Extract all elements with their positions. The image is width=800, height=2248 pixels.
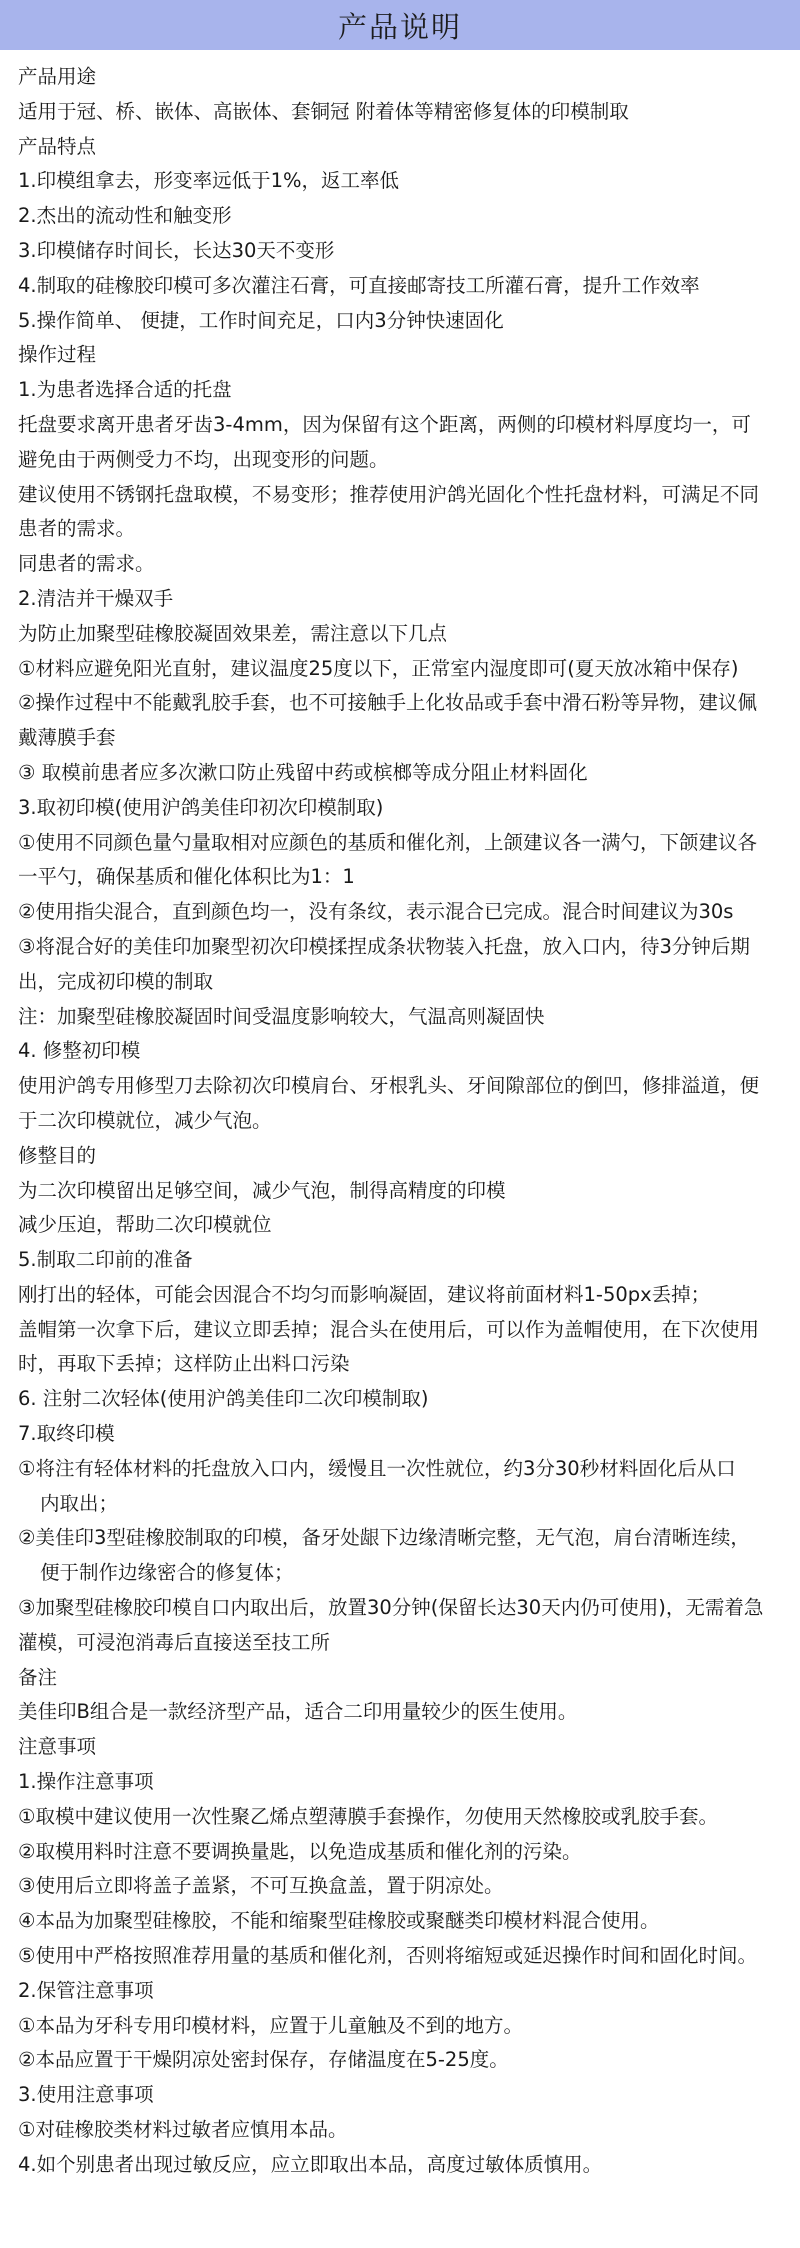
text-line: 产品用途 (18, 65, 97, 88)
text-line: 适用于冠、桥、嵌体、高嵌体、套铜冠 附着体等精密修复体的印模制取 (18, 99, 629, 123)
text-line: 4.制取的硅橡胶印模可多次灌注石膏，可直接邮寄技工所灌石膏，提升工作效率 (18, 273, 700, 297)
text-line: ③使用后立即将盖子盖紧，不可互换盒盖，置于阴凉处。 (18, 1874, 504, 1898)
text-line: 同患者的需求。 (18, 552, 155, 576)
header-banner (0, 0, 800, 50)
text-line: 盖帽第一次拿下后，建议立即丢掉；混合头在使用后，可以作为盖帽使用，在下次使用 (18, 1317, 760, 1341)
text-line: ②美佳印3型硅橡胶制取的印模，备牙处龈下边缘清晰完整，无气泡，肩台清晰连续， (18, 1526, 750, 1550)
text-line: 3.取初印模(使用沪鸽美佳印初次印模制取) (18, 795, 384, 819)
text-line: 4.如个别患者出现过敏反应，应立即取出本品，高度过敏体质慎用。 (18, 2152, 603, 2176)
text-line: ②本品应置于干燥阴凉处密封保存，存储温度在5-25度。 (18, 2048, 509, 2072)
text-line: 便于制作边缘密合的修复体； (40, 1561, 294, 1585)
text-line: 灌模，可浸泡消毒后直接送至技工所 (18, 1630, 331, 1654)
text-line: 出，完成初印模的制取 (18, 969, 214, 993)
text-line: 5.制取二印前的准备 (18, 1248, 193, 1272)
text-line: 建议使用不锈钢托盘取模，不易变形；推荐使用沪鸽光固化个性托盘材料，可满足不同 (18, 482, 760, 506)
text-line: 美佳印B组合是一款经济型产品，适合二印用量较少的医生使用。 (18, 1700, 578, 1724)
text-line: ①使用不同颜色量勺量取相对应颜色的基质和催化剂，上颌建议各一满勺，下颌建议各 (18, 830, 757, 854)
text-line: 6. 注射二次轻体(使用沪鸽美佳印二次印模制取) (18, 1387, 429, 1411)
text-line: 2.杰出的流动性和触变形 (18, 204, 232, 228)
text-line: 时，再取下丢掉；这样防止出料口污染 (18, 1352, 350, 1376)
text-line: 患者的需求。 (18, 517, 136, 541)
text-line: 于二次印模就位，减少气泡。 (18, 1108, 272, 1132)
document-body (0, 50, 800, 2183)
text-line: ①本品为牙科专用印模材料，应置于儿童触及不到的地方。 (18, 2013, 523, 2037)
text-line: ②使用指尖混合，直到颜色均一，没有条纹，表示混合已完成。混合时间建议为30s (18, 900, 734, 924)
text-line: ①将注有轻体材料的托盘放入口内，缓慢且一次性就位，约3分30秒材料固化后从口 (18, 1456, 736, 1480)
text-line: 3.印模储存时间长，长达30天不变形 (18, 238, 335, 262)
text-line: ①取模中建议使用一次性聚乙烯点塑薄膜手套操作，勿使用天然橡胶或乳胶手套。 (18, 1804, 718, 1828)
text-line: ②操作过程中不能戴乳胶手套，也不可接触手上化妆品或手套中滑石粉等异物，建议佩 (18, 691, 757, 715)
text-line: ⑤使用中严格按照准荐用量的基质和催化剂，否则将缩短或延迟操作时间和固化时间。 (18, 1944, 757, 1968)
text-line: 备注 (18, 1665, 58, 1689)
text-line: 避免由于两侧受力不均，出现变形的问题。 (18, 447, 389, 471)
text-line: 修整目的 (18, 1143, 97, 1167)
text-line: 操作过程 (18, 343, 97, 367)
text-line: 戴薄膜手套 (18, 726, 116, 750)
text-line: 1.操作注意事项 (18, 1770, 154, 1794)
text-line: ③ 取模前患者应多次漱口防止残留中药或槟榔等成分阻止材料固化 (18, 760, 588, 784)
text-line: 减少压迫，帮助二次印模就位 (18, 1213, 272, 1237)
text-line: 产品特点 (18, 134, 97, 158)
text-line: 4. 修整初印模 (18, 1039, 141, 1063)
text-line: 3.使用注意事项 (18, 2083, 154, 2107)
text-line: 托盘要求离开患者牙齿3-4mm，因为保留有这个距离，两侧的印模材料厚度均一，可 (18, 412, 751, 436)
text-line: 2.清洁并干燥双手 (18, 586, 174, 610)
text-line: 注意事项 (18, 1735, 97, 1759)
page-title: 产品说明 (337, 9, 462, 44)
text-line: 刚打出的轻体，可能会因混合不均匀而影响凝固，建议将前面材料1-50px丢掉； (18, 1282, 711, 1306)
text-line: ①对硅橡胶类材料过敏者应慎用本品。 (18, 2118, 348, 2142)
text-line: 1.印模组拿去，形变率远低于1%，返工率低 (18, 169, 400, 193)
text-line: 1.为患者选择合适的托盘 (18, 378, 232, 402)
text-line: 内取出； (40, 1491, 119, 1515)
text-line: 2.保管注意事项 (18, 1978, 154, 2002)
text-line: 为二次印模留出足够空间，减少气泡，制得高精度的印模 (18, 1178, 506, 1202)
text-line: 注：加聚型硅橡胶凝固时间受温度影响较大，气温高则凝固快 (18, 1004, 545, 1028)
text-line: 为防止加聚型硅橡胶凝固效果差，需注意以下几点 (18, 621, 448, 645)
text-line: 使用沪鸽专用修型刀去除初次印模肩台、牙根乳头、牙间隙部位的倒凹，修排溢道，便 (18, 1074, 760, 1098)
text-line: ②取模用料时注意不要调换量匙，以免造成基质和催化剂的污染。 (18, 1839, 582, 1863)
text-line: ①材料应避免阳光直射，建议温度25度以下，正常室内湿度即可(夏天放冰箱中保存) (18, 656, 739, 680)
text-line: ③加聚型硅橡胶印模自口内取出后，放置30分钟(保留长达30天内仍可使用)，无需着急 (18, 1596, 764, 1620)
text-line: 5.操作简单、 便捷，工作时间充足，口内3分钟快速固化 (18, 308, 504, 332)
text-line: 7.取终印模 (18, 1422, 115, 1446)
text-line: ④本品为加聚型硅橡胶，不能和缩聚型硅橡胶或聚醚类印模材料混合使用。 (18, 1909, 660, 1933)
text-line: ③将混合好的美佳印加聚型初次印模揉捏成条状物装入托盘，放入口内，待3分钟后期 (18, 934, 750, 958)
text-line: 一平勺，确保基质和催化体积比为1：1 (18, 865, 355, 889)
